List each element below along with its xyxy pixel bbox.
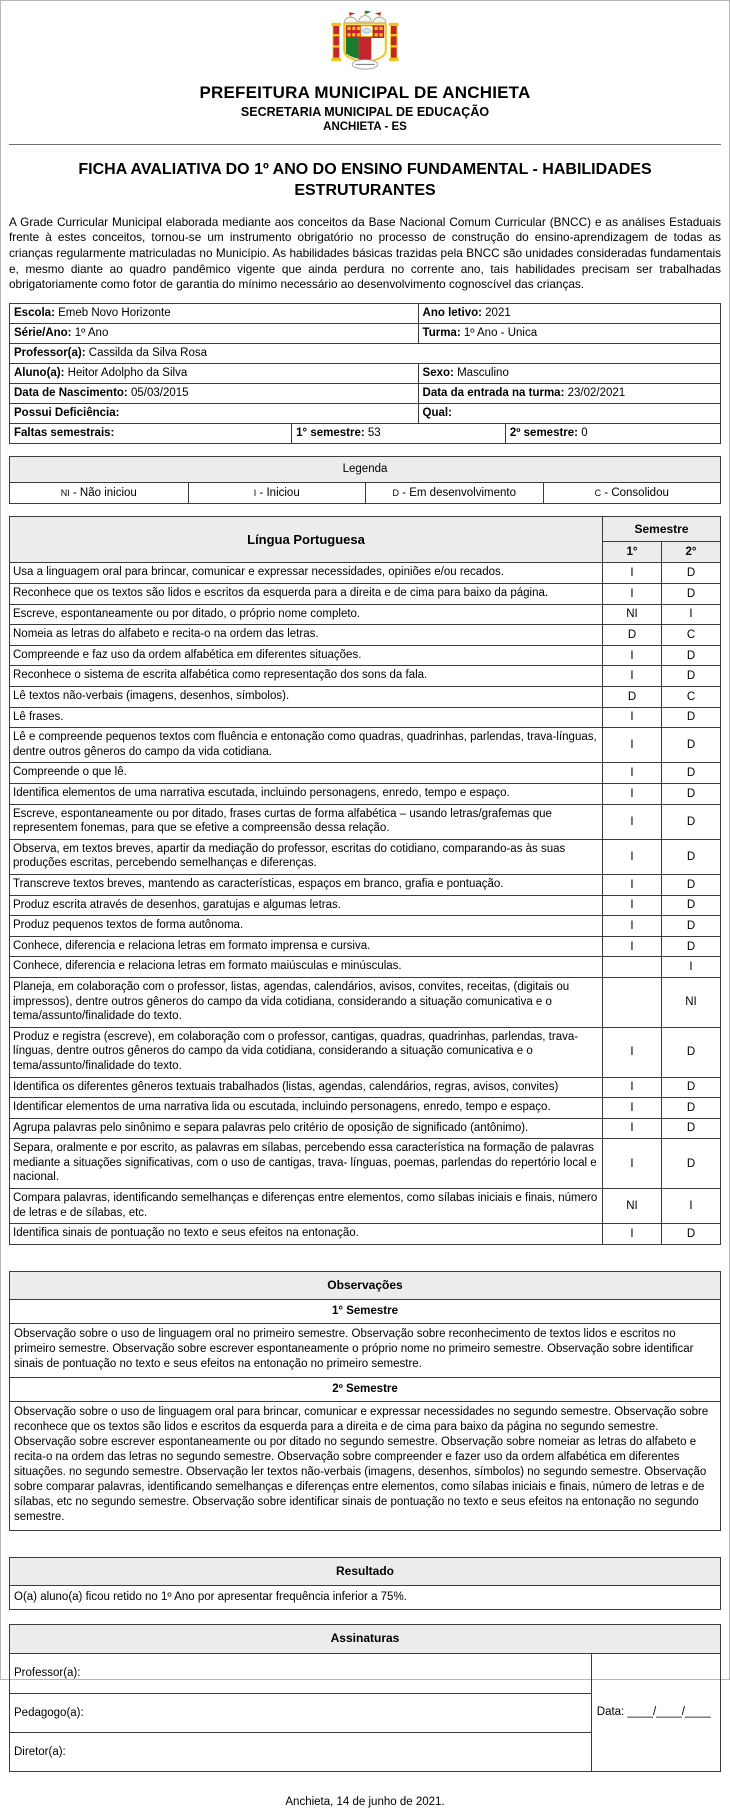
skill-mark-s2: I <box>662 1189 721 1224</box>
legend-title: Legenda <box>10 457 720 482</box>
signature-row: Diretor(a): <box>10 1732 591 1771</box>
skill-row <box>10 604 721 625</box>
skill-row <box>10 874 721 895</box>
info-ano-letivo: Ano letivo: 2021 <box>418 304 720 323</box>
skill-text: Separa, oralmente e por escrito, as palavras em sílabas, percebendo essa característica na formação de palavras mediante a situações significativas, com o uso de cantigas, trava- línguas, poemas, parlendas do repertório local e nacional. <box>10 1139 603 1189</box>
skill-mark-s1: I <box>603 1118 662 1139</box>
skill-text: Reconhece que os textos são lidos e escritos da esquerda para a direita e de cima para baixo da página. <box>10 584 603 605</box>
result-text: O(a) aluno(a) ficou retido no 1º Ano por apresentar frequência inferior a 75%. <box>14 1591 407 1604</box>
skill-row <box>10 1224 721 1245</box>
header-divider <box>9 144 721 145</box>
legend-item: NI - Não iniciou <box>60 486 137 499</box>
skill-text: Escreve, espontaneamente ou por ditado, o próprio nome completo. <box>10 604 603 625</box>
info-faltas-sem2: 2º semestre: 0 <box>505 424 720 443</box>
skill-text: Identifica os diferentes gêneros textuais trabalhados (listas, agendas, calendários, regras, avisos, convites) <box>10 1077 603 1098</box>
skill-text: Produz escrita através de desenhos, garatujas e algumas letras. <box>10 895 603 916</box>
signature-row: Pedagogo(a): <box>10 1693 591 1732</box>
skill-text: Conhece, diferencia e relaciona letras em formato imprensa e cursiva. <box>10 936 603 957</box>
skill-row <box>10 936 721 957</box>
observations-sem2-header: 2º Semestre <box>332 1383 398 1396</box>
legend-item: D - Em desenvolvimento <box>365 483 543 504</box>
skill-mark-s2: D <box>662 728 721 763</box>
skill-mark-s2: I <box>662 604 721 625</box>
skill-row <box>10 666 721 687</box>
skill-row <box>10 645 721 666</box>
skills-col2-header: 2° <box>662 542 721 563</box>
skill-mark-s1: I <box>603 895 662 916</box>
skill-mark-s2: D <box>662 1118 721 1139</box>
skill-text: Observa, em textos breves, apartir da mediação do professor, escritas do cotidiano, comparando-as às suas produções escritas, percebendo semelhanças e diferenças. <box>10 839 603 874</box>
intro-paragraph: A Grade Curricular Municipal elaborada mediante aos conceitos da Base Nacional Comum Curricular (BNCC) e as análises Estaduais frente à estes conceitos, tornou-se um instrumento obrigatório no processo de construção do ensino-aprendizagem de todas as crianças regularmente matriculadas no Município. As habilidades básicas trazidas pela BNCC são unidades consideradas fundamentais e, mesmo diante ao quadro pandêmico vigente que ainda perdura no corrente ano, tais habilidades precisam ser trabalhadas obrigatoriamente como fotor de garantia do mínimo necessário ao desenvolvimento cognoscível das crianças. <box>9 214 721 292</box>
observations-sem1-text: Observação sobre o uso de linguagem oral no primeiro semestre. Observação sobre reconhecimento de textos lidos e escritos no primeiro semestre. Observação sobre escrever espontaneamente o próprio nome no primeiro semestre. Observação sobre identificar sinais de pontuação no texto e seus efeitos na entonação no primeiro semestre. <box>14 1328 694 1371</box>
observations-table <box>9 1271 721 1531</box>
info-qual: Qual: <box>418 404 720 423</box>
skill-row <box>10 1139 721 1189</box>
skill-row <box>10 728 721 763</box>
info-turma: Turma: 1º Ano - Unica <box>418 324 720 343</box>
info-row-serie <box>10 323 720 343</box>
skill-mark-s2: D <box>662 784 721 805</box>
skill-text: Transcreve textos breves, mantendo as características, espaços em branco, grafia e pontuação. <box>10 874 603 895</box>
skill-mark-s1: I <box>603 839 662 874</box>
skill-mark-s1: I <box>603 563 662 584</box>
signatures-table <box>9 1624 721 1772</box>
signature-rows <box>10 1654 591 1771</box>
skill-mark-s2: D <box>662 1077 721 1098</box>
skill-mark-s1: I <box>603 784 662 805</box>
info-row-professor <box>10 343 720 363</box>
org-subtitle: SECRETARIA MUNICIPAL DE EDUCAÇÃO <box>240 105 490 119</box>
skills-table <box>9 516 721 1244</box>
legend-item: C - Consolidou <box>543 483 721 504</box>
skill-row <box>10 707 721 728</box>
skill-mark-s2: D <box>662 645 721 666</box>
info-faltas-sem1: 1° semestre: 53 <box>291 424 505 443</box>
skill-mark-s2: D <box>662 1139 721 1189</box>
skill-mark-s1: I <box>603 936 662 957</box>
skill-row <box>10 957 721 978</box>
skill-mark-s2: D <box>662 1027 721 1077</box>
observations-sem1-header: 1° Semestre <box>332 1305 398 1318</box>
result-header: Resultado <box>10 1558 720 1586</box>
skill-mark-s1: I <box>603 584 662 605</box>
skill-row <box>10 895 721 916</box>
skill-text: Identifica elementos de uma narrativa escutada, incluindo personagens, enredo, tempo e espaço. <box>10 784 603 805</box>
skill-mark-s1: D <box>603 687 662 708</box>
info-nascimento: Data de Nascimento: 05/03/2015 <box>14 386 189 399</box>
info-escola: Escola: Emeb Novo Horizonte <box>14 307 171 320</box>
skill-mark-s1: I <box>603 1098 662 1119</box>
skill-mark-s1: I <box>603 1027 662 1077</box>
info-professor: Professor(a): Cassilda da Silva Rosa <box>14 346 208 359</box>
document-title: FICHA AVALIATIVA DO 1º ANO DO ENSINO FUNDAMENTAL - HABILIDADES ESTRUTURANTES <box>78 161 652 199</box>
skill-mark-s1: I <box>603 763 662 784</box>
skill-mark-s2: D <box>662 916 721 937</box>
coat-of-arms-icon <box>317 9 413 75</box>
skills-subject-header: Língua Portuguesa <box>10 517 603 563</box>
footer-date: Anchieta, 14 de junho de 2021. <box>285 1795 445 1808</box>
info-sexo: Sexo: Masculino <box>418 364 720 383</box>
skill-row <box>10 625 721 646</box>
skill-mark-s1 <box>603 977 662 1027</box>
signatures-body <box>10 1654 720 1771</box>
skill-mark-s2: NI <box>662 977 721 1027</box>
skill-text: Compreende o que lê. <box>10 763 603 784</box>
skill-text: Produz e registra (escreve), em colaboração com o professor, cantigas, quadras, quadrinhas, parlendas, trava- línguas, dentre outros gêneros do campo da vida cotidiana, considerando a situação comunicativa e o tema/assunto/finalidade do texto. <box>10 1027 603 1077</box>
skill-mark-s2: D <box>662 584 721 605</box>
skill-text: Nomeia as letras do alfabeto e recita-o na ordem das letras. <box>10 625 603 646</box>
org-location: ANCHIETA - ES <box>323 121 407 133</box>
skill-mark-s1: NI <box>603 604 662 625</box>
skill-row <box>10 1189 721 1224</box>
legend-header-row <box>10 457 720 482</box>
legend-table <box>9 456 721 505</box>
skill-mark-s2: D <box>662 666 721 687</box>
skill-text: Compara palavras, identificando semelhanças e diferenças entre elementos, como sílabas iniciais e finais, número de letras e de sílabas, etc. <box>10 1189 603 1224</box>
info-serie: Série/Ano: 1º Ano <box>14 326 109 339</box>
info-aluno: Aluno(a): Heitor Adolpho da Silva <box>14 366 188 379</box>
skill-mark-s1: I <box>603 916 662 937</box>
skills-semestre-header: Semestre <box>603 517 721 542</box>
signature-row: Professor(a): <box>14 1667 81 1680</box>
skill-mark-s1: I <box>603 728 662 763</box>
skill-mark-s2: C <box>662 625 721 646</box>
skill-mark-s1: I <box>603 874 662 895</box>
skill-row <box>10 916 721 937</box>
skill-mark-s1: I <box>603 1139 662 1189</box>
signature-date: Data: ____/____/____ <box>591 1654 720 1771</box>
info-row-aluno <box>10 363 720 383</box>
skill-row <box>10 784 721 805</box>
skill-mark-s2: D <box>662 874 721 895</box>
info-row-nascimento <box>10 383 720 403</box>
skill-mark-s2: D <box>662 563 721 584</box>
signatures-header: Assinaturas <box>10 1625 720 1653</box>
legend-items-row <box>10 482 720 504</box>
observations-header: Observações <box>10 1272 720 1300</box>
skill-row <box>10 977 721 1027</box>
org-title: PREFEITURA MUNICIPAL DE ANCHIETA <box>199 83 531 102</box>
info-row-deficiencia <box>10 403 720 423</box>
skills-tbody <box>10 563 721 1244</box>
skill-mark-s2: D <box>662 763 721 784</box>
skill-row <box>10 804 721 839</box>
skill-text: Compreende e faz uso da ordem alfabética em diferentes situações. <box>10 645 603 666</box>
skill-mark-s2: D <box>662 707 721 728</box>
skill-text: Escreve, espontaneamente ou por ditado, frases curtas de forma alfabética – usando letras/grafemas que representem fonemas, para que se efetive a compreensão dessa relação. <box>10 804 603 839</box>
skill-text: Agrupa palavras pelo sinônimo e separa palavras pelo critério de oposição de significado (antônimo). <box>10 1118 603 1139</box>
skill-mark-s2: C <box>662 687 721 708</box>
skill-mark-s2: I <box>662 957 721 978</box>
skill-text: Lê frases. <box>10 707 603 728</box>
skill-row <box>10 1077 721 1098</box>
skill-row <box>10 763 721 784</box>
skill-row <box>10 839 721 874</box>
skill-mark-s1: I <box>603 1224 662 1245</box>
skill-row <box>10 1098 721 1119</box>
skill-mark-s1: NI <box>603 1189 662 1224</box>
skill-mark-s2: D <box>662 895 721 916</box>
skills-col1-header: 1° <box>603 542 662 563</box>
document-header <box>9 9 721 133</box>
skill-mark-s2: D <box>662 1098 721 1119</box>
info-deficiencia: Possui Deficiência: <box>14 406 120 419</box>
skill-mark-s2: D <box>662 936 721 957</box>
skill-row <box>10 584 721 605</box>
skill-row <box>10 1027 721 1077</box>
observations-sem2-text: Observação sobre o uso de linguagem oral para brincar, comunicar e expressar necessidades no segundo semestre. Observação sobre reconhece que os textos são lidos e escritos da esquerda para a direita e de cima para baixo da página no segundo semestre. Observação sobre escrever espontaneamente ou por ditado no segundo semestre. Observação sobre nomeiar as letras do alfabeto e recita-o na ordem das letras no segundo semestre. Observação sobre compreender e fazer uso da ordem alfabética em diferentes situações. no segundo semestre. Observação ler textos não-verbais (imagens, desenhos, símbolos) no segundo semestre. Observação sobre comparar palavras, identificando semelhanças e diferenças entre elementos, como sílabas iniciais e finais, número de letras e de sílabas, etc no segundo semestre. Observação sobre identificar sinais de pontuação no texto e seus efeitos na entonação no segundo semestre. <box>14 1406 709 1523</box>
skill-text: Produz pequenos textos de forma autônoma. <box>10 916 603 937</box>
skill-mark-s1: I <box>603 707 662 728</box>
skill-mark-s1: I <box>603 666 662 687</box>
info-row-faltas <box>10 423 720 443</box>
skill-mark-s1: I <box>603 804 662 839</box>
skill-text: Planeja, em colaboração com o professor, listas, agendas, calendários, avisos, convites, receitas, (digitais ou impressos), dentre outros gêneros do campo da vida cotidiana, considerando a situação comunicativa e o tema/assunto/finalidade do texto. <box>10 977 603 1027</box>
skill-text: Identificar elementos de uma narrativa lida ou escutada, incluindo personagens, enredo, tempo e espaço. <box>10 1098 603 1119</box>
skill-row <box>10 563 721 584</box>
skill-mark-s1: I <box>603 1077 662 1098</box>
skill-mark-s2: D <box>662 839 721 874</box>
student-info-table <box>9 303 721 444</box>
skill-mark-s2: D <box>662 1224 721 1245</box>
skill-text: Lê e compreende pequenos textos com fluência e entonação como quadras, quadrinhas, parlendas, trava-línguas, dentre outros gêneros do campo da vida cotidiana. <box>10 728 603 763</box>
info-faltas-label: Faltas semestrais: <box>14 426 115 439</box>
skill-row <box>10 1118 721 1139</box>
info-row-escola <box>10 304 720 323</box>
skill-text: Reconhece o sistema de escrita alfabética como representação dos sons da fala. <box>10 666 603 687</box>
skill-mark-s1 <box>603 957 662 978</box>
skill-text: Lê textos não-verbais (imagens, desenhos, símbolos). <box>10 687 603 708</box>
info-entrada: Data da entrada na turma: 23/02/2021 <box>418 384 720 403</box>
skill-mark-s2: D <box>662 804 721 839</box>
skill-mark-s1: I <box>603 645 662 666</box>
skill-text: Conhece, diferencia e relaciona letras em formato maiúsculas e minúsculas. <box>10 957 603 978</box>
skill-mark-s1: D <box>603 625 662 646</box>
skill-text: Identifica sinais de pontuação no texto e seus efeitos na entonação. <box>10 1224 603 1245</box>
legend-item: I - Iniciou <box>188 483 366 504</box>
skill-text: Usa a linguagem oral para brincar, comunicar e expressar necessidades, opiniões e/ou recados. <box>10 563 603 584</box>
skill-row <box>10 687 721 708</box>
result-table <box>9 1557 721 1611</box>
